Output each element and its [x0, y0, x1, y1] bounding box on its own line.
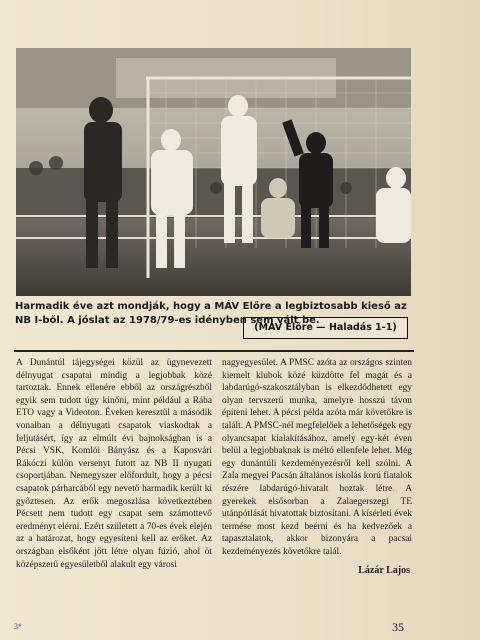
page-number: 35	[392, 620, 404, 634]
lead-paragraph: Harmadik éve azt mondják, hogy a MÁV Előre a legbiztosabb kieső az NB I-ből. A jóslat az 1978/79-es idényben sem vált be.	[15, 301, 407, 326]
article-column-right: nagyegyesület. A PMSC azóta az országos szinten kiemelt klubok közé küzdötte fel magát és a labdarúgó-szakosztályban is elkezdődhetett egy olyan tervszerű munka, amelyre hosszú távon építeni lehet. A pécsi példa azóta már követőkre is talált. A PMSC-nél megfelelőek a lehetőségek egy olyancsapat kialakításához, amely egy-két éven belül a legjobbaknak is méltó ellenfele lehet. Még egy dunántúli kezdeményezésről kell szólni. A Zala megyei Pacsán általános iskolás korú fiatalok részére labdarúgó-hivatalt hoztak létre. A gyerekek elsősorban a Zalaegerszegi TE utánpótlását hivatottak biztosítani. A kísérleti évek termése most kezd beérni és ha kedvezőek a tapasztalatok, akkor bizonyára a pacsai kezdeményezés követőkre talál.	[222, 358, 412, 557]
author-signature: Lázár Lajos	[358, 565, 410, 576]
photo-caption: (MÁV Előre — Haladás 1-1)	[243, 317, 408, 339]
footer-mark: 3*	[14, 622, 22, 631]
football-match-photo-icon	[16, 48, 411, 296]
article-column-left: A Dunántúl tájegységei közül az ügynevezett délnyugat csapatai mindig a legjobbak közé tartoztak. Ennek ellenére ebből az országrészből egyik sem tudott úgy kinőni, mint például a Rába ETO vagy a Videoton. Éveken keresztül a második vonalban a délnyugati csapatok viaskodtak a feljutásért, így az elmúlt évi bajnokságban is a Pécsi VSK, Komlói Bányász és a Kaposvári Rákóczi külön versenyt futott az NB II nyugati csoportjában. Nemegyszer előfordult, hogy a pécsi csapatok párharcából egy nevető harmadik került ki győztesen. Az erők megoszlása következtében Pécsett nem tudott egy csapat sem számottevő eredményt elérni. Ezért született a 70-es évek elején az a határozat, hogy egyesíteni kell az erőket. Az országban elsőként jött létre olyan fúzió, ahol öt középszerű egyesületből alakult egy városi	[16, 358, 212, 570]
divider	[14, 350, 414, 352]
